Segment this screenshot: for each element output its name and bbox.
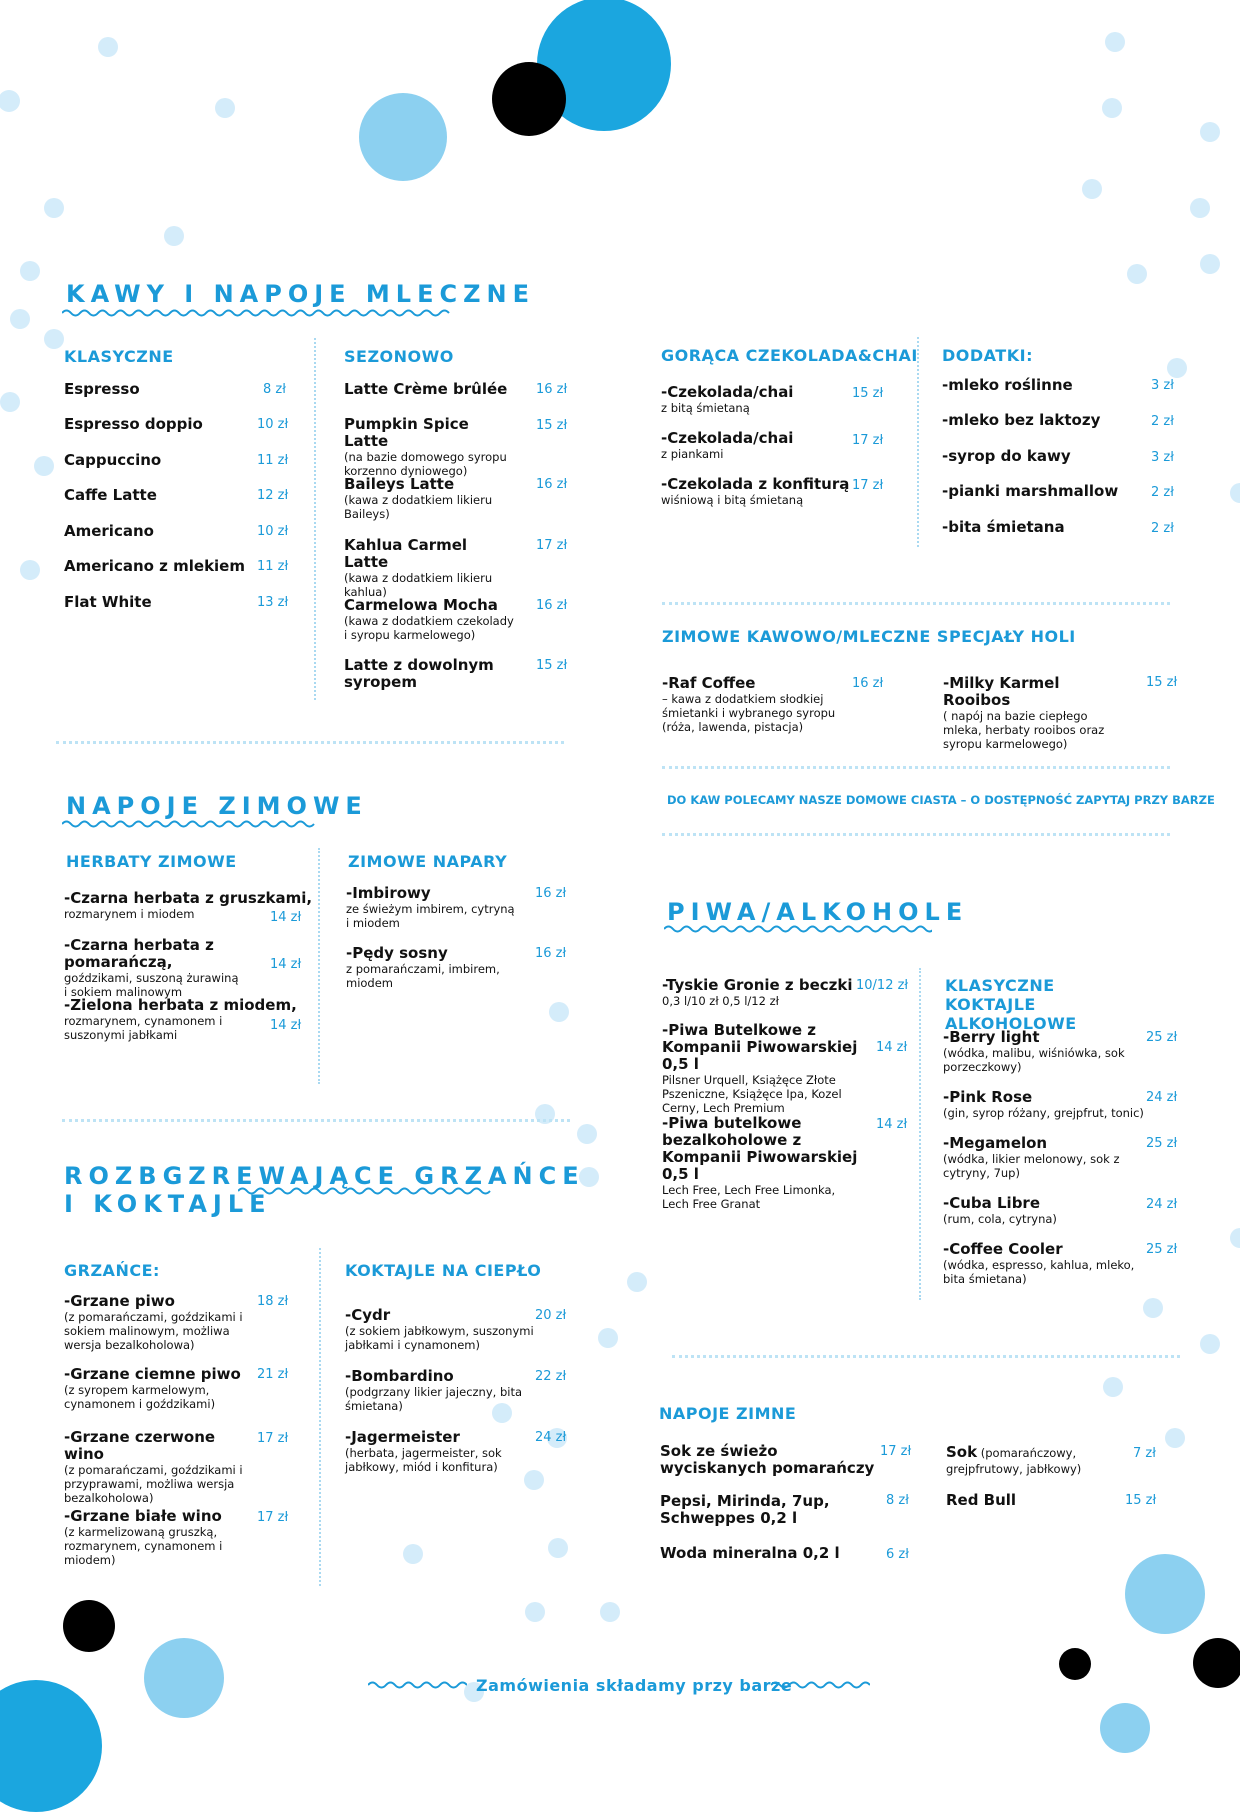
item-name: -Piwa butelkowe bezalkoholowe z Kompanii Piwowarskiej 0,5 l [662,1114,858,1183]
item-description: Pilsner Urquell, Książęce Złote Pszeniczne, Książęce Ipa, Kozel Cerny, Lech Premium [662,1073,842,1115]
menu-item [942,412,1142,429]
item-price: 14 zł [270,957,302,972]
wave-underline [238,1186,492,1196]
decor-circle [1105,32,1125,52]
menu-item [346,945,506,990]
menu-item [344,537,514,599]
item-name: -Berry light [943,1028,1040,1046]
decor-circle [20,560,40,580]
menu-item [64,1508,254,1567]
decor-circle [548,1538,568,1558]
item-price: 18 zł [257,1294,289,1309]
item-description: (z karmelizowaną gruszką, rozmarynem, cynamonem i miodem) [64,1525,223,1567]
menu-item [345,1307,535,1352]
item-name: -mleko bez laktozy [942,411,1101,429]
item-name: -Pink Rose [943,1088,1033,1106]
item-price: 16 zł [536,477,568,492]
item-description: goździkami, suszoną żurawiną i sokiem malinowym [64,971,239,999]
item-description: (kawa z dodatkiem likieru Baileys) [344,493,493,521]
item-description: (podgrzany likier jajeczny, bita śmietana) [345,1385,523,1413]
item-price: 16 zł [536,382,568,397]
subheading-klasyczne: KLASYCZNE [64,347,174,366]
item-price: 25 zł [1146,1242,1178,1257]
item-price: 13 zł [257,595,289,610]
item-name: Americano [64,522,154,540]
decor-circle [403,1544,423,1564]
decor-circle [1230,1228,1240,1248]
subheading-grzance: GRZAŃCE: [64,1261,160,1280]
item-price: 15 zł [536,418,568,433]
item-description: z pomarańczami, imbirem, miodem [346,962,500,990]
item-name: -pianki marshmallow [942,482,1119,500]
notice-text: DO KAW POLECAMY NASZE DOMOWE CIASTA – O DOSTĘPNOŚĆ ZAPYTAJ PRZY BARZE [667,793,1215,807]
menu-item [64,1366,254,1411]
item-name: -Grzane czerwone wino [64,1428,216,1463]
column-divider [319,1248,321,1586]
item-price: 10/12 zł [856,978,909,993]
section-divider [662,766,1170,769]
decor-circle [144,1638,224,1718]
menu-item [660,1443,885,1477]
item-name: -Cuba Libre [943,1194,1041,1212]
item-name: Flat White [64,593,152,611]
item-description: (rum, cola, cytryna) [943,1212,1057,1226]
item-name: -Jagermeister [345,1428,460,1446]
item-name: -Czekolada z konfiturą [661,475,850,493]
item-name: -Czekolada/chai [661,429,794,447]
section-divider [56,741,564,744]
decor-circle [1230,483,1240,503]
menu-item [662,675,842,734]
wave-decoration-left [368,1680,467,1690]
item-description: (pomarańczowy, grejpfrutowy, jabłkowy) [946,1446,1082,1476]
item-name: -Bombardino [345,1367,454,1385]
menu-item [943,675,1118,751]
menu-item [661,384,861,415]
decor-circle [627,1272,647,1292]
menu-item [943,1089,1143,1120]
item-name: Sok ze świeżo wyciskanych pomarańczy [660,1442,875,1477]
item-price: 14 zł [876,1117,908,1132]
menu-item [344,476,514,521]
decor-circle [525,1602,545,1622]
item-name: -Tyskie Gronie z beczki [662,976,853,994]
decor-circle [10,309,30,329]
decor-circle [44,198,64,218]
decor-circle [1200,1334,1220,1354]
footer-text: Zamówienia składamy przy barze [476,1676,793,1695]
menu-item [943,1241,1143,1286]
item-price: 16 zł [536,598,568,613]
menu-item [942,483,1142,500]
menu-item [64,594,244,611]
item-description: (z sokiem jabłkowym, suszonymi jabłkami i cynamonem) [345,1324,534,1352]
item-price: 21 zł [257,1367,289,1382]
item-name: -Megamelon [943,1134,1048,1152]
column-divider [919,968,921,1300]
item-description: (z syropem karmelowym, cynamonem i goździkami) [64,1383,216,1411]
item-name: Woda mineralna 0,2 l [660,1544,840,1562]
item-price: 17 zł [536,538,568,553]
menu-item [943,1195,1143,1226]
menu-item [660,1545,860,1562]
decor-circle [20,261,40,281]
item-name: Kahlua Carmel Latte [344,536,468,571]
item-name: -Piwa Butelkowe z Kompanii Piwowarskiej 0,5 l [662,1021,858,1073]
item-name: -Czarna herbata z pomarańczą, [64,936,214,971]
item-name: -Czekolada/chai [661,383,794,401]
menu-item [942,448,1142,465]
item-price: 20 zł [535,1308,567,1323]
item-description: ( napój na bazie ciepłego mleka, herbaty rooibos oraz syropu karmelowego) [943,709,1105,751]
menu-item [946,1492,1106,1509]
menu-item [943,1135,1143,1180]
menu-item [64,1429,254,1505]
item-price: 7 zł [1133,1446,1156,1461]
item-description: (z pomarańczami, goździkami i przyprawami, możliwa wersja bezalkoholowa) [64,1463,243,1505]
item-price: 17 zł [257,1510,289,1525]
item-price: 15 zł [852,386,884,401]
item-price: 14 zł [270,1018,302,1033]
item-price: 16 zł [852,676,884,691]
item-name: Espresso doppio [64,415,203,433]
item-description: z bitą śmietaną [661,401,750,415]
item-name: Latte z dowolnym syropem [344,656,494,691]
item-price: 24 zł [1146,1090,1178,1105]
subheading-sezonowo: SEZONOWO [344,347,454,366]
item-price: 24 zł [1146,1197,1178,1212]
decor-circle [0,1680,102,1812]
menu-item [344,597,514,642]
decor-circle [0,90,20,112]
item-name: Latte Crème brûlée [344,380,508,398]
item-price: 15 zł [1146,675,1178,690]
item-name: Sok [946,1443,978,1461]
item-price: 14 zł [270,910,302,925]
item-description: wiśniową i bitą śmietaną [661,493,804,507]
menu-item [662,1115,872,1211]
section-divider [62,1119,570,1122]
decor-circle [0,392,20,412]
subheading-herbaty: HERBATY ZIMOWE [66,852,237,871]
menu-item [946,1444,1106,1476]
decor-circle [359,93,447,181]
item-name: Caffe Latte [64,486,157,504]
item-description: (na bazie domowego syropu korzenno dyniowego) [344,450,507,478]
section-title-grzance-line1: ROZBGZREWAJĄCE GRZAŃCE [64,1162,585,1190]
subheading-zimne: NAPOJE ZIMNE [659,1404,797,1423]
item-price: 17 zł [852,433,884,448]
subheading-dodatki: DODATKI: [942,346,1033,365]
item-name: -Grzane ciemne piwo [64,1365,241,1383]
decor-circle [1059,1648,1091,1680]
menu-item [344,657,509,691]
item-price: 3 zł [1151,378,1174,393]
item-description: (kawa z dodatkiem likieru kahlua) [344,571,493,599]
item-name: Americano z mlekiem [64,557,245,575]
item-name: -Coffee Cooler [943,1240,1063,1258]
item-name: Pepsi, Mirinda, 7up, Schweppes 0,2 l [660,1492,830,1527]
item-price: 17 zł [880,1444,912,1459]
subheading-specjaly: ZIMOWE KAWOWO/MLECZNE SPECJAŁY HOLI [662,627,1076,646]
item-price: 25 zł [1146,1030,1178,1045]
decor-circle [1127,264,1147,284]
item-description: (wódka, espresso, kahlua, mleko, bita śmietana) [943,1258,1135,1286]
item-price: 25 zł [1146,1136,1178,1151]
decor-circle [598,1328,618,1348]
item-price: 17 zł [257,1431,289,1446]
item-description: ze świeżym imbirem, cytryną i miodem [346,902,515,930]
decor-circle [1167,358,1187,378]
item-price: 3 zł [1151,450,1174,465]
section-title-kawy: KAWY I NAPOJE MLECZNE [66,280,535,308]
menu-item [64,487,244,504]
item-description: (z pomarańczami, goździkami i sokiem malinowym, możliwa wersja bezalkoholowa) [64,1310,243,1352]
decor-circle [492,62,566,136]
decor-circle [164,226,184,246]
decor-circle [44,329,64,349]
wave-underline [664,924,932,934]
decor-circle [1082,179,1102,199]
item-price: 11 zł [257,453,289,468]
item-name: Carmelowa Mocha [344,596,498,614]
item-price: 8 zł [886,1493,909,1508]
section-title-zimowe: NAPOJE ZIMOWE [66,792,368,820]
item-name: -syrop do kawy [942,447,1071,465]
item-price: 10 zł [257,417,289,432]
section-divider [662,602,1170,605]
decor-circle [1143,1298,1163,1318]
item-description: rozmarynem, cynamonem i suszonymi jabłkami [64,1014,223,1042]
menu-item [661,430,861,461]
decor-circle [549,1002,569,1022]
item-name: -bita śmietana [942,518,1065,536]
item-price: 11 zł [257,559,289,574]
column-divider [917,337,919,547]
item-description: (wódka, likier melonowy, sok z cytryny, 7up) [943,1152,1120,1180]
decor-circle [1165,1428,1185,1448]
decor-circle [1100,1703,1150,1753]
decor-circle [577,1124,597,1144]
section-title-piwa: PIWA/ALKOHOLE [667,898,969,926]
wave-underline [62,308,454,318]
decor-circle [1102,98,1122,118]
item-price: 10 zł [257,524,289,539]
item-price: 16 zł [535,886,567,901]
item-price: 24 zł [535,1430,567,1445]
decor-circle [1193,1638,1240,1688]
subheading-koktajle-alk: KLASYCZNE KOKTAJLE ALKOHOLOWE [945,976,1077,1033]
column-divider [314,338,316,700]
item-name: -Grzane białe wino [64,1507,222,1525]
item-name: -Zielona herbata z miodem, [64,996,297,1014]
item-price: 15 zł [1125,1493,1157,1508]
menu-item [662,977,872,1008]
item-description: z piankami [661,447,724,461]
decor-circle [63,1600,115,1652]
item-price: 2 zł [1151,521,1174,536]
menu-item [662,1022,882,1115]
item-name: Pumpkin Spice Latte [344,415,469,450]
subheading-czekolada: GORĄCA CZEKOLADA&CHAI [661,346,918,365]
section-divider [662,833,1170,836]
item-description: rozmarynem i miodem [64,907,195,921]
decor-circle [1200,122,1220,142]
item-description: (gin, syrop różany, grejpfrut, tonic) [943,1106,1144,1120]
item-name: Espresso [64,380,140,398]
menu-item [344,381,514,398]
menu-item [661,476,861,507]
menu-item [660,1493,850,1527]
item-price: 16 zł [535,946,567,961]
item-name: -Raf Coffee [662,674,756,692]
item-name: Red Bull [946,1491,1017,1509]
item-description: Lech Free, Lech Free Limonka, Lech Free Granat [662,1183,836,1211]
item-description: (kawa z dodatkiem czekolady i syropu karmelowego) [344,614,514,642]
decor-circle [1103,1377,1123,1397]
item-name: -Czarna herbata z gruszkami, [64,889,313,907]
item-price: 15 zł [536,658,568,673]
item-price: 6 zł [886,1547,909,1562]
wave-underline [62,819,320,829]
item-name: -Milky Karmel Rooibos [943,674,1060,709]
menu-item [942,377,1142,394]
menu-item [64,558,254,575]
item-price: 14 zł [876,1040,908,1055]
item-price: 2 zł [1151,414,1174,429]
item-price: 12 zł [257,488,289,503]
menu-item [64,523,244,540]
item-name: Cappuccino [64,451,162,469]
decor-circle [1125,1554,1205,1634]
item-description: – kawa z dodatkiem słodkiej śmietanki i wybranego syropu (róża, lawenda, pistacja) [662,692,836,734]
decor-circle [1190,198,1210,218]
menu-item [345,1368,535,1413]
menu-item [64,416,244,433]
decor-circle [215,98,235,118]
item-description: (herbata, jagermeister, sok jabłkowy, miód i konfitura) [345,1446,502,1474]
section-title-grzance-line2: I KOKTAJLE [64,1190,272,1218]
menu-item [943,1029,1143,1074]
item-name: -Grzane piwo [64,1292,175,1310]
item-description: (wódka, malibu, wiśniówka, sok porzeczkowy) [943,1046,1125,1074]
menu-item [346,885,516,930]
item-price: 8 zł [263,382,286,397]
menu-item [344,416,514,478]
column-divider [318,848,320,1084]
item-price: 22 zł [535,1369,567,1384]
item-name: -Imbirowy [346,884,431,902]
menu-item [64,381,244,398]
menu-item [345,1429,535,1474]
subheading-napary: ZIMOWE NAPARY [348,852,508,871]
decor-circle [1200,254,1220,274]
menu-item [942,519,1142,536]
item-name: -Pędy sosny [346,944,448,962]
decor-circle [34,456,54,476]
item-description: 0,3 l/10 zł 0,5 l/12 zł [662,994,779,1008]
menu-item [64,452,244,469]
item-price: 2 zł [1151,485,1174,500]
wave-decoration-right [771,1680,870,1690]
section-divider [672,1355,1180,1358]
item-name: -mleko roślinne [942,376,1073,394]
item-name: Baileys Latte [344,475,455,493]
item-name: -Cydr [345,1306,391,1324]
subheading-koktajle-cieplo: KOKTAJLE NA CIEPŁO [345,1261,542,1280]
decor-circle [600,1602,620,1622]
item-price: 17 zł [852,478,884,493]
decor-circle [98,37,118,57]
menu-item [64,1293,244,1352]
